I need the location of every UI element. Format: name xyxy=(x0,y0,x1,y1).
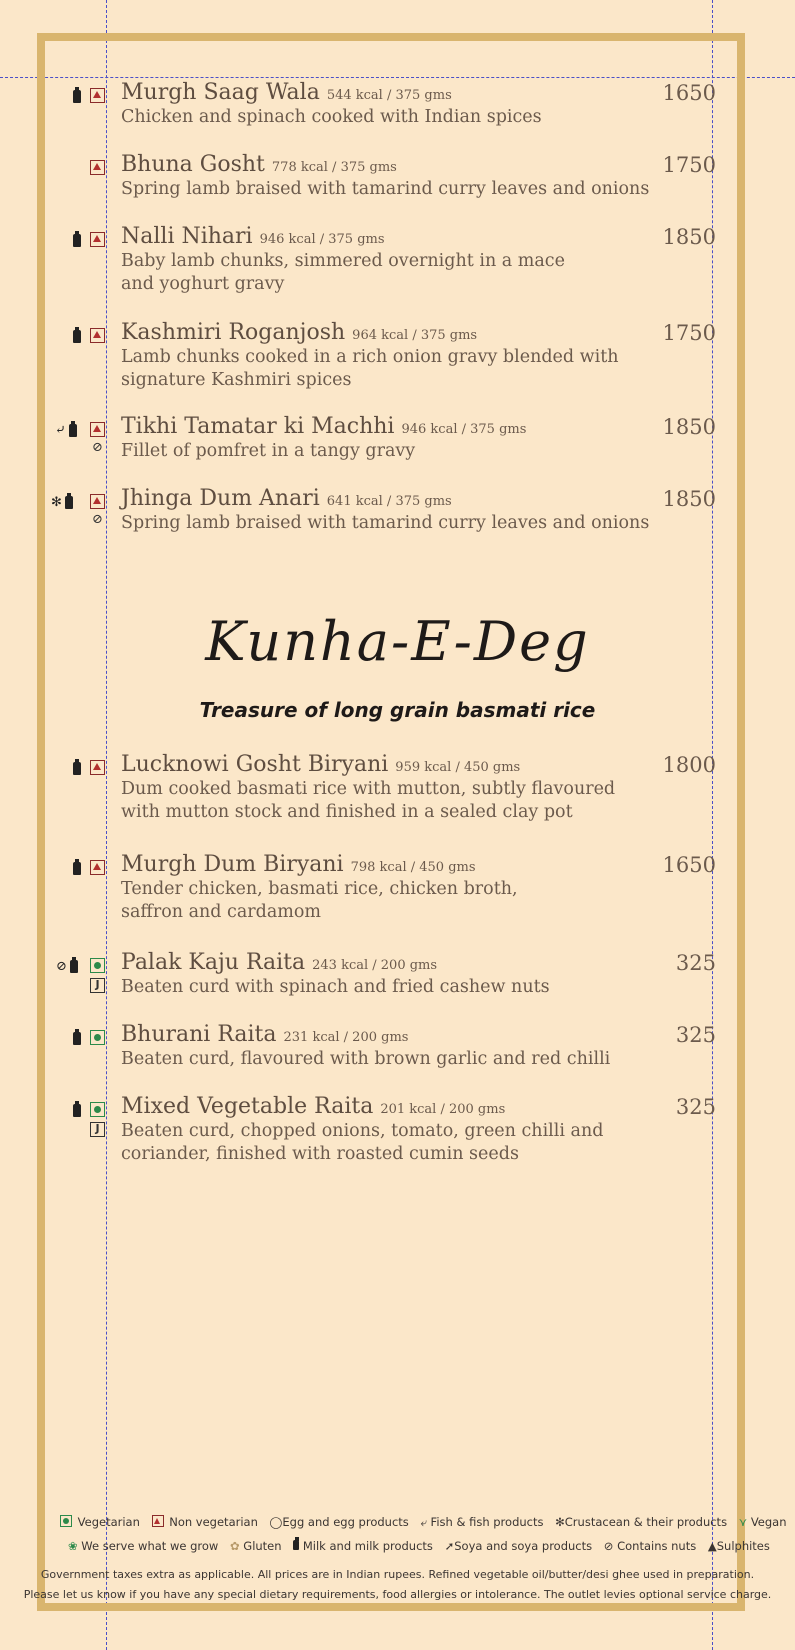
legend-milk: Milk and milk products xyxy=(293,1539,433,1553)
veg-icon xyxy=(90,958,105,973)
legend-row xyxy=(60,1515,787,1530)
crustacean-icon: ✻ xyxy=(51,494,62,510)
item-name: Murgh Dum Biryani 798 kcal / 450 gms xyxy=(121,852,476,877)
section-title: Kunha-E-Deg xyxy=(205,610,590,673)
milk-icon xyxy=(73,90,81,103)
milk-icon xyxy=(69,424,77,437)
jain-icon: J xyxy=(90,978,105,993)
item-description: Fillet of pomfret in a tangy gravy xyxy=(121,441,416,461)
nuts-icon: ⊘ xyxy=(92,440,103,455)
legend-nonveg: Non vegetarian xyxy=(152,1515,258,1529)
item-name: Jhinga Dum Anari 641 kcal / 375 gms xyxy=(121,486,452,511)
milk-icon xyxy=(65,496,73,509)
non-veg-icon xyxy=(90,328,105,343)
item-name: Bhurani Raita 231 kcal / 200 gms xyxy=(121,1022,409,1047)
sulphites-icon: ▲ xyxy=(707,1539,717,1553)
item-price: 325 xyxy=(675,951,716,975)
non-veg-icon xyxy=(90,494,105,509)
fish-icon: ⤶ xyxy=(420,1515,427,1529)
item-name: Nalli Nihari 946 kcal / 375 gms xyxy=(121,224,385,249)
legend-grow: ❀ We serve what we grow xyxy=(68,1539,219,1553)
legend-row xyxy=(68,1539,770,1553)
section-tagline: Treasure of long grain basmati rice xyxy=(199,698,596,722)
item-name: Kashmiri Roganjosh 964 kcal / 375 gms xyxy=(121,320,478,345)
non-veg-icon xyxy=(90,860,105,875)
item-price: 1850 xyxy=(662,415,716,439)
egg-icon: ◯ xyxy=(269,1515,283,1529)
leaf-icon: ❀ xyxy=(68,1539,78,1553)
non-veg-icon xyxy=(90,232,105,247)
legend-gluten: ✿ Gluten xyxy=(229,1539,282,1553)
milk-icon xyxy=(73,1104,81,1117)
footer-note-taxes: Government taxes extra as applicable. All prices are in Indian rupees. Refined vegetable oil/butter/desi ghee used in preparation. xyxy=(40,1568,755,1581)
milk-icon xyxy=(73,1032,81,1045)
fish-icon: ⤶ xyxy=(55,422,66,438)
item-description: Beaten curd, chopped onions, tomato, green chilli and coriander, finished with roasted cumin seeds xyxy=(121,1121,604,1164)
item-description: Spring lamb braised with tamarind curry leaves and onions xyxy=(121,513,650,533)
item-name: Bhuna Gosht 778 kcal / 375 gms xyxy=(121,152,397,177)
milk-icon xyxy=(73,234,81,247)
gluten-icon: ✿ xyxy=(229,1539,240,1553)
legend-crustacean: ✻Crustacean & their products xyxy=(555,1515,728,1529)
item-description: Tender chicken, basmati rice, chicken broth, saffron and cardamom xyxy=(121,879,518,922)
milk-icon xyxy=(293,1540,299,1550)
non-veg-icon xyxy=(90,160,105,175)
non-veg-icon xyxy=(152,1515,164,1527)
legend-soya: ➚Soya and soya products xyxy=(444,1539,593,1553)
item-price: 1850 xyxy=(662,225,716,249)
item-name: Palak Kaju Raita 243 kcal / 200 gms xyxy=(121,950,438,975)
crustacean-icon: ✻ xyxy=(555,1515,565,1529)
soya-icon: ➚ xyxy=(444,1539,455,1553)
milk-icon xyxy=(73,330,81,343)
nuts-icon: ⊘ xyxy=(92,512,103,527)
item-price: 1800 xyxy=(662,753,716,777)
veg-icon xyxy=(90,1102,105,1117)
item-name: Murgh Saag Wala 544 kcal / 375 gms xyxy=(121,80,452,105)
legend-fish: ⤶ Fish & fish products xyxy=(420,1515,544,1529)
item-description: Chicken and spinach cooked with Indian spices xyxy=(121,107,542,127)
non-veg-icon xyxy=(90,422,105,437)
item-description: Lamb chunks cooked in a rich onion gravy blended with signature Kashmiri spices xyxy=(121,347,619,390)
item-price: 1850 xyxy=(662,487,716,511)
nuts-icon: ⊘ xyxy=(56,958,67,974)
item-description: Dum cooked basmati rice with mutton, subtly flavoured with mutton stock and finished in a sealed clay pot xyxy=(121,779,616,822)
milk-icon xyxy=(73,762,81,775)
item-price: 325 xyxy=(675,1095,716,1119)
non-veg-icon xyxy=(90,88,105,103)
legend-sulphites: ▲Sulphites xyxy=(707,1539,770,1553)
nuts-icon: ⊘ xyxy=(603,1539,614,1553)
legend-egg: ◯Egg and egg products xyxy=(269,1515,409,1529)
item-price: 1750 xyxy=(662,321,716,345)
milk-icon xyxy=(73,862,81,875)
item-name: Lucknowi Gosht Biryani 959 kcal / 450 gms xyxy=(121,752,521,777)
item-price: 325 xyxy=(675,1023,716,1047)
veg-icon xyxy=(90,1030,105,1045)
item-price: 1650 xyxy=(662,853,716,877)
jain-icon: J xyxy=(90,1122,105,1137)
footer-note-allergies: Please let us know if you have any special dietary requirements, food allergies or intolerance. The outlet levies optional service charge. xyxy=(23,1588,772,1601)
non-veg-icon xyxy=(90,760,105,775)
vegan-icon: ⋎ xyxy=(738,1515,748,1529)
legend-vegan: ⋎ Vegan xyxy=(738,1515,787,1529)
legend-veg: Vegetarian xyxy=(60,1515,140,1529)
item-description: Spring lamb braised with tamarind curry leaves and onions xyxy=(121,179,650,199)
veg-icon xyxy=(60,1515,72,1527)
item-description: Beaten curd, flavoured with brown garlic and red chilli xyxy=(121,1049,611,1069)
item-name: Tikhi Tamatar ki Machhi 946 kcal / 375 gms xyxy=(121,414,527,439)
legend-nuts: ⊘ Contains nuts xyxy=(603,1539,697,1553)
milk-icon xyxy=(70,960,78,973)
item-name: Mixed Vegetable Raita 201 kcal / 200 gms xyxy=(121,1094,506,1119)
item-description: Beaten curd with spinach and fried cashew nuts xyxy=(121,977,550,997)
item-price: 1650 xyxy=(662,81,716,105)
item-price: 1750 xyxy=(662,153,716,177)
item-description: Baby lamb chunks, simmered overnight in a mace and yoghurt gravy xyxy=(121,251,565,294)
